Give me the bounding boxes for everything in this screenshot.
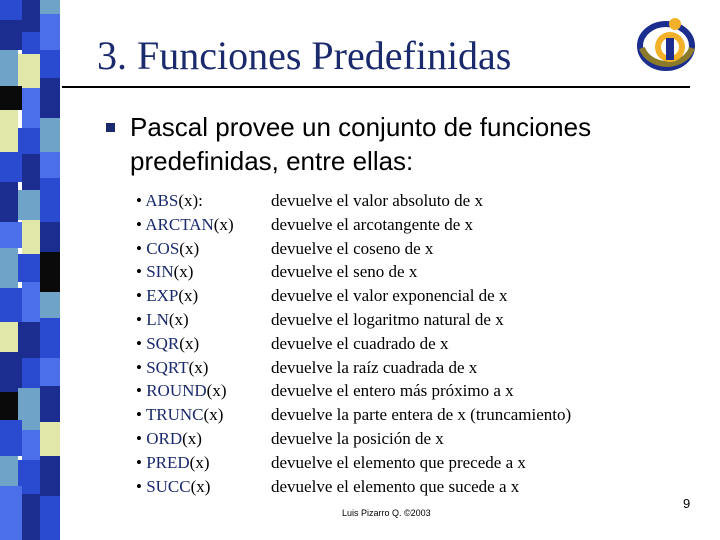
function-name: SQR [146,333,180,353]
function-description: devuelve el elemento que precede a x [271,452,526,472]
intro-text: Pascal provee un conjunto de funciones predefinidas, entre ellas: [130,112,592,176]
stripe-block [22,220,40,254]
function-name: ROUND [146,381,207,401]
stripe-block [0,110,18,152]
stripe-block [22,494,40,540]
stripe-block [0,486,22,540]
stripe-block [18,128,40,154]
function-arg: (x) [189,452,210,472]
function-description: devuelve el logaritmo natural de x [271,309,504,329]
function-item [136,403,572,427]
function-arg: (x) [190,476,211,496]
stripe-block [0,248,18,288]
function-item [136,475,520,499]
bullet-dot: • [136,191,142,210]
stripe-block [0,152,22,182]
stripe-block [40,78,60,118]
stripe-block [22,88,40,128]
stripe-block [0,352,22,392]
bullet-dot: • [136,405,142,425]
stripe-block [0,20,22,50]
function-description: devuelve la raíz cuadrada de x [271,357,478,377]
function-arg: (x) [203,405,224,425]
function-item [136,332,449,356]
stripe-block [40,222,60,252]
stripe-block [0,456,18,486]
function-description: devuelve la posición de x [271,428,444,448]
function-description: devuelve el coseno de x [271,238,434,258]
function-description: devuelve el entero más próximo a x [271,381,514,401]
slide-title: 3. Funciones Predefinidas [97,33,512,78]
stripe-block [18,54,40,88]
stripe-block [40,152,60,178]
function-arg: (x) [182,428,202,448]
function-arg: (x) [206,381,227,401]
logo-icon [636,14,700,74]
function-name: LN [146,309,169,329]
bullet-dot: • [136,381,142,401]
function-description: devuelve el seno de x [271,262,418,282]
function-item [136,451,526,475]
stripe-block [0,182,18,222]
stripe-block [22,32,40,54]
stripe-block [0,222,22,248]
stripe-block [40,456,60,496]
function-arg: (x) [179,238,200,258]
function-item [136,356,478,380]
function-description: devuelve el valor absoluto de x [271,191,483,210]
stripe-block [18,254,40,282]
stripe-block [22,430,40,460]
stripe-block [40,0,60,14]
bullet-dot: • [136,476,142,496]
title-divider [62,86,690,88]
function-name: EXP [146,286,179,306]
stripe-block [18,190,40,220]
function-name: TRUNC [145,405,204,425]
function-item [136,260,418,284]
function-arg: (x) [179,333,200,353]
function-item [136,213,474,237]
footer-credit: Luis Pizarro Q. ©2003 [342,508,431,518]
function-arg: (x): [178,191,203,210]
function-item [136,379,514,403]
stripe-block [0,392,18,420]
stripe-block [22,282,40,322]
function-description: devuelve el valor exponencial de x [271,286,508,306]
function-arg: (x) [173,262,194,282]
stripe-block [40,292,60,318]
bullet-dot: • [136,357,142,377]
function-name: ORD [146,428,183,448]
function-item [136,308,504,332]
bullet-dot: • [136,452,142,472]
page-number: 9 [683,496,691,511]
function-item [136,427,444,451]
stripe-block [0,0,22,20]
stripe-block [40,318,60,358]
stripe-block [0,50,18,86]
function-arg: (x) [178,286,199,306]
stripe-block [40,178,60,222]
function-name: SUCC [146,476,191,496]
function-name: COS [146,238,180,258]
bullet-dot: • [136,333,142,353]
decorative-left-stripe [0,0,60,540]
stripe-block [40,50,60,78]
stripe-block [40,14,60,50]
stripe-block [40,252,60,292]
bullet-dot: • [136,214,142,234]
stripe-block [40,422,60,456]
function-arg: (x) [188,357,209,377]
function-arg: (x) [168,309,189,329]
stripe-block [40,386,60,422]
stripe-block [40,496,60,540]
function-item [136,284,508,308]
function-name: ARCTAN [145,214,214,234]
bullet-dot: • [136,428,142,448]
function-description: devuelve el arcotangente de x [271,214,474,234]
stripe-block [0,420,22,456]
function-list [136,189,572,498]
function-name: ABS [145,191,179,210]
stripe-block [22,358,40,388]
function-item [136,189,483,213]
stripe-block [22,154,40,190]
function-arg: (x) [213,214,234,234]
stripe-block [0,288,22,322]
function-name: SIN [146,262,174,282]
bullet-dot: • [136,238,142,258]
bullet-dot: • [136,309,142,329]
bullet-dot: • [136,286,142,306]
stripe-block [0,322,18,352]
function-description: devuelve el elemento que sucede a x [271,476,520,496]
bullet-dot: • [136,262,142,282]
function-item [136,237,434,261]
stripe-block [22,0,40,32]
function-name: PRED [146,452,190,472]
stripe-block [40,358,60,386]
square-bullet-icon [106,123,115,132]
function-name: SQRT [146,357,189,377]
function-description: devuelve el cuadrado de x [271,333,449,353]
stripe-block [0,86,22,110]
stripe-block [40,118,60,152]
function-description: devuelve la parte entera de x (truncamiento) [271,405,572,425]
